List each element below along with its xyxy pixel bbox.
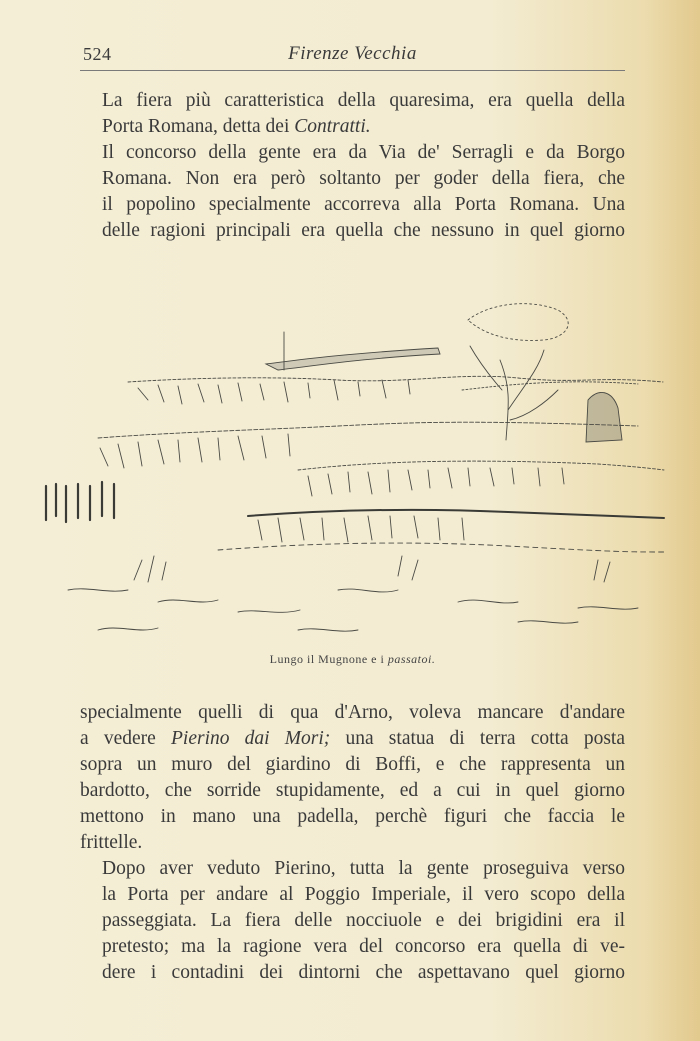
text-block-top (80, 88, 625, 244)
text-line: passeggiata. La fiera delle nocciuole e dei brigidini era il (102, 910, 625, 931)
text-block-bottom (80, 700, 625, 986)
illustration-caption: Lungo il Mugnone e i passatoi. (269, 652, 436, 666)
text-line: specialmente quelli di qua d'Arno, voleva mancare d'andare (80, 702, 625, 723)
running-title: Firenze Vecchia (288, 43, 417, 64)
text-line: La fiera più caratteristica della quaresima, era quella della (102, 90, 625, 111)
page-header (80, 38, 625, 71)
text-line: mettono in mano una padella, perchè figuri che faccia le (80, 806, 625, 827)
paragraph (80, 88, 625, 140)
text-line: Romana. Non era però soltanto per goder della fiera, che (102, 168, 625, 189)
river-landscape-illustration (38, 290, 670, 640)
paragraph (80, 140, 625, 244)
text-line: Porta Romana, detta dei Contratti. (102, 116, 371, 137)
text-line: bardotto, che sorride stupidamente, ed a cui in quel giorno (80, 780, 625, 801)
text-line: Dopo aver veduto Pierino, tutta la gente proseguiva verso (102, 858, 625, 879)
text-line: sopra un muro del giardino di Boffi, e che rappresenta un (80, 754, 625, 775)
text-line: dere i contadini dei dintorni che aspettavano quel giorno (102, 962, 625, 983)
text-line: frittelle. (80, 832, 143, 853)
text-line: delle ragioni principali era quella che nessuno in quel giorno (102, 220, 625, 241)
paragraph (80, 856, 625, 986)
italic-term: Pierino dai Mori; (171, 728, 331, 749)
text-line: pretesto; ma la ragione vera del concorso era quella di ve- (102, 936, 625, 957)
text-line: a vedere Pierino dai Mori; una statua di terra cotta posta (80, 728, 625, 749)
italic-term: Contratti. (294, 116, 371, 137)
text-line: il popolino specialmente accorreva alla Porta Romana. Una (102, 194, 625, 215)
text-line: Il concorso della gente era da Via de' Serragli e da Borgo (102, 142, 625, 163)
page-number: 524 (83, 44, 112, 64)
paragraph (80, 700, 625, 856)
text-line: la Porta per andare al Poggio Imperiale, il vero scopo della (102, 884, 625, 905)
